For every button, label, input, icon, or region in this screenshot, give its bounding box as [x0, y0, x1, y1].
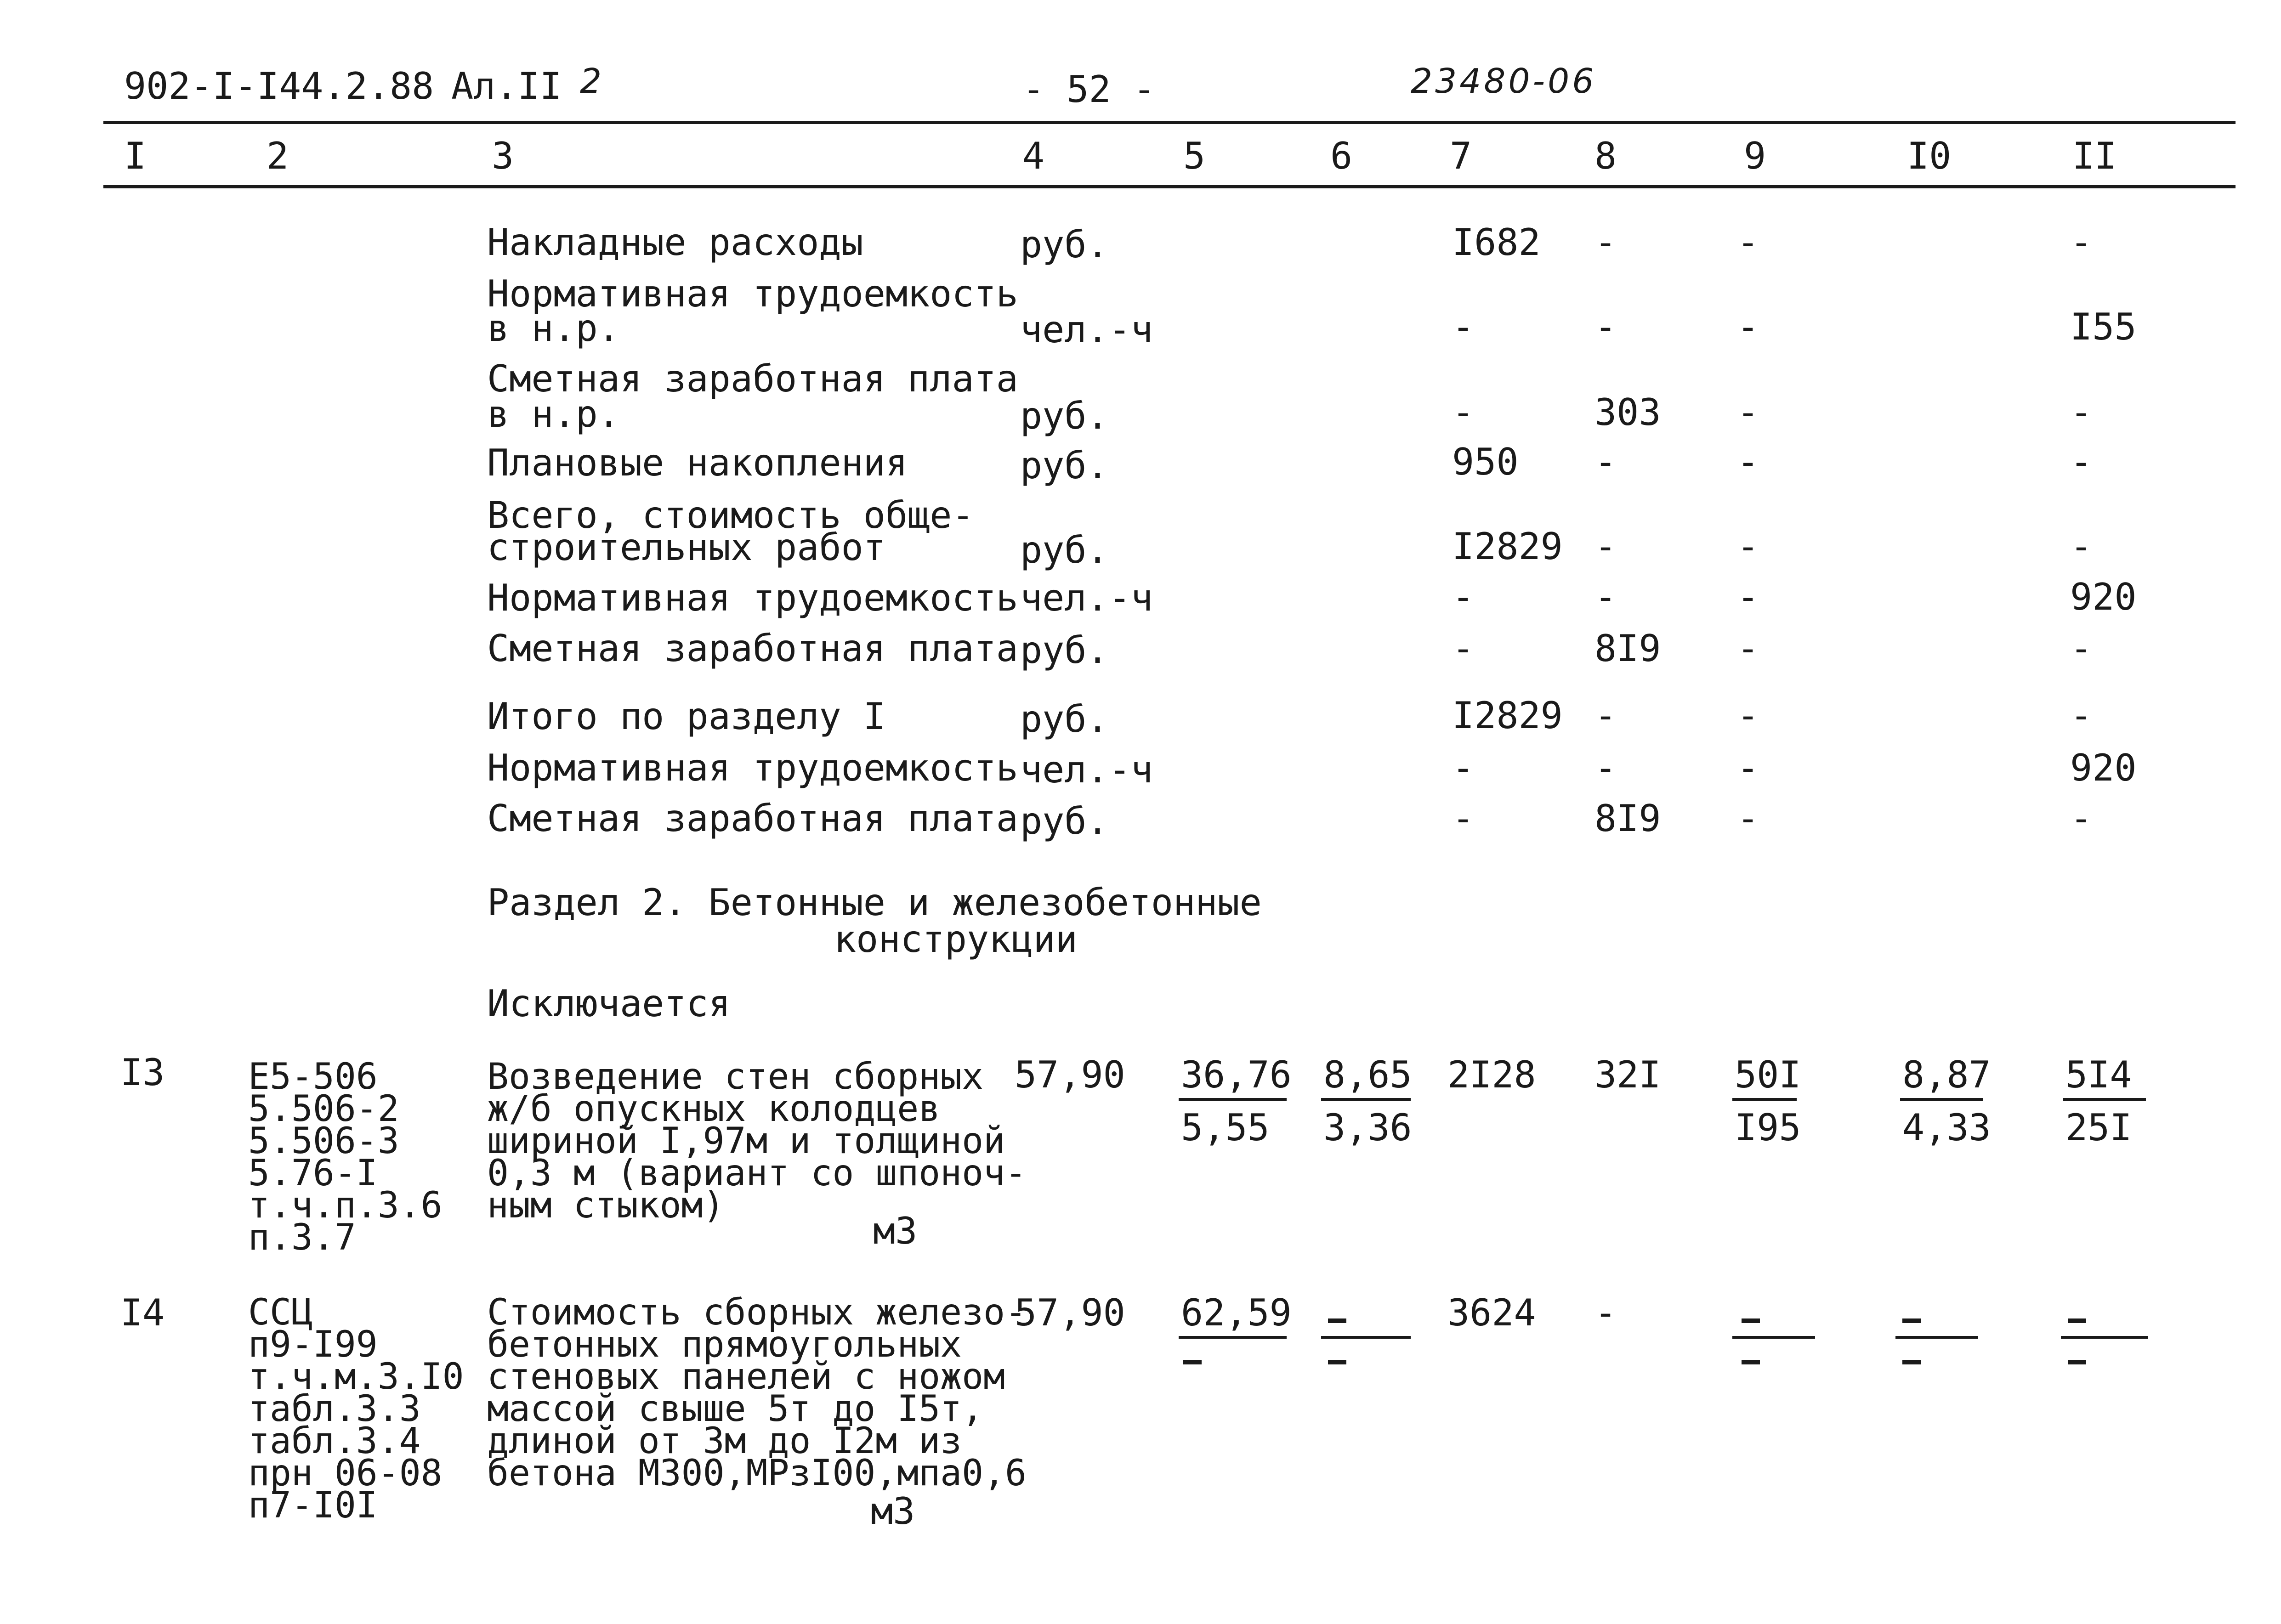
row-unit: чел.-ч	[1020, 748, 1153, 791]
page-number: - 52 -	[1022, 68, 1155, 111]
row-unit: чел.-ч	[1020, 308, 1153, 351]
row-value-col8: -	[1594, 441, 1617, 483]
labor-per-unit: 8,87	[1902, 1053, 1991, 1096]
fraction-line	[1895, 1336, 1978, 1339]
row-value-col9: -	[1737, 306, 1759, 348]
fraction-line	[1321, 1336, 1411, 1339]
column-number: 2	[267, 135, 289, 177]
unit-cost-machines: 8,65	[1323, 1053, 1412, 1096]
row-value-col7: -	[1452, 391, 1475, 434]
row-value-col7: -	[1452, 306, 1475, 348]
row-value-col8: 8I9	[1594, 627, 1661, 670]
quantity: 57,90	[1015, 1053, 1125, 1096]
fraction-line	[1732, 1336, 1815, 1339]
norm-code: п.3.7	[248, 1217, 356, 1258]
work-description-line: бетонных прямоугольных	[487, 1324, 962, 1365]
row-value-col9: -	[1737, 391, 1759, 434]
work-description-line: Возведение стен сборных	[487, 1056, 984, 1098]
row-unit: руб.	[1020, 529, 1109, 572]
row-value-col9: -	[1737, 694, 1759, 737]
row-name: Сметная заработная плата	[487, 627, 1018, 670]
item-number: I3	[120, 1051, 165, 1094]
row-value-col9: -	[1737, 627, 1759, 670]
row-value-col11: -	[2070, 797, 2093, 840]
fraction-line	[1732, 1098, 1797, 1101]
norm-code: Е5-506	[248, 1056, 378, 1098]
row-unit: руб.	[1020, 395, 1109, 437]
unit-cost-total: 62,59	[1181, 1291, 1292, 1334]
inventory-number: 23480-06	[1411, 62, 1597, 101]
measurement-unit: м3	[873, 1210, 918, 1252]
row-unit: руб.	[1020, 698, 1109, 741]
row-name: Сметная заработная плата	[487, 797, 1018, 840]
empty-value-dash	[1328, 1318, 1346, 1323]
row-name: Нормативная трудоемкость	[487, 747, 1018, 789]
row-value-col7: -	[1452, 576, 1475, 618]
norm-code: 5.76-I	[248, 1153, 378, 1194]
row-unit: руб.	[1020, 223, 1109, 266]
row-value-col7: I2829	[1452, 694, 1563, 737]
empty-value-dash	[1742, 1360, 1760, 1364]
fraction-line	[2061, 1336, 2148, 1339]
norm-code: прн 06-08	[248, 1453, 443, 1494]
column-number: II	[2072, 135, 2117, 177]
labor-total: 5I4	[2065, 1053, 2132, 1096]
row-value-col9: -	[1737, 747, 1759, 789]
row-name: Нормативная трудоемкость	[487, 577, 1018, 619]
empty-value-dash	[1902, 1360, 1921, 1364]
header-top-rule	[103, 121, 2236, 124]
row-name-line1: Нормативная трудоемкость	[487, 272, 1018, 315]
row-value-col11: -	[2070, 694, 2093, 737]
row-value-col11: -	[2070, 627, 2093, 670]
row-unit: руб.	[1020, 800, 1109, 843]
row-value-col8: 303	[1594, 391, 1661, 434]
total-machines: 50I	[1735, 1053, 1801, 1096]
empty-value-dash	[1183, 1360, 1202, 1364]
norm-code: 5.506-3	[248, 1120, 399, 1162]
norm-code: 5.506-2	[248, 1088, 399, 1130]
machinist-labor-total: 25I	[2065, 1106, 2132, 1149]
row-name: Плановые накопления	[487, 441, 908, 484]
fraction-line	[2063, 1098, 2146, 1101]
row-name-line2: строительных работ	[487, 526, 885, 569]
sheet-label: Ал.II	[451, 65, 562, 108]
total-machine-wages: I95	[1735, 1106, 1801, 1149]
work-description-line: массой свыше 5т до I5т,	[487, 1388, 984, 1430]
empty-value-dash	[1742, 1318, 1760, 1323]
column-number: 5	[1183, 135, 1206, 177]
row-unit: руб.	[1020, 444, 1109, 487]
row-value-col9: -	[1737, 576, 1759, 618]
column-number: 3	[492, 135, 514, 177]
column-number: 8	[1594, 135, 1617, 177]
row-name-line1: Сметная заработная плата	[487, 357, 1018, 400]
measurement-unit: м3	[871, 1490, 915, 1533]
row-value-col8: -	[1594, 525, 1617, 568]
row-value-col8: -	[1594, 221, 1617, 264]
row-value-col11: 920	[2070, 576, 2137, 618]
empty-value-dash	[2068, 1360, 2086, 1364]
unit-cost-machine-wages: 3,36	[1323, 1106, 1412, 1149]
work-description-line: ж/б опускных колодцев	[487, 1088, 941, 1130]
quantity: 57,90	[1015, 1291, 1125, 1334]
row-value-col11: 920	[2070, 747, 2137, 789]
row-name: Накладные расходы	[487, 221, 863, 264]
empty-value-dash	[2068, 1318, 2086, 1323]
column-number: 7	[1450, 135, 1472, 177]
row-value-col8: 8I9	[1594, 797, 1661, 840]
norm-code: п7-I0I	[248, 1485, 378, 1526]
sheet-handwritten-number: 2	[580, 62, 605, 101]
row-value-col9: -	[1737, 441, 1759, 483]
row-value-col7: I682	[1452, 221, 1541, 264]
row-value-col8: -	[1594, 694, 1617, 737]
row-value-col11: -	[2070, 391, 2093, 434]
row-value-col9: -	[1737, 221, 1759, 264]
row-value-col8: -	[1594, 306, 1617, 348]
row-value-col9: -	[1737, 797, 1759, 840]
work-description-line: 0,3 м (вариант со шпоноч-	[487, 1153, 1027, 1194]
section-heading: Раздел 2. Бетонные и железобетонные	[487, 881, 1262, 924]
row-unit: руб.	[1020, 629, 1109, 672]
norm-code: табл.3.3	[248, 1388, 421, 1430]
unit-cost-wages: 5,55	[1181, 1106, 1270, 1149]
header-bottom-rule	[103, 185, 2236, 188]
column-number: I0	[1907, 135, 1952, 177]
row-value-col8: -	[1594, 576, 1617, 618]
norm-code: ССЦ	[248, 1292, 313, 1333]
machinist-labor-per-unit: 4,33	[1902, 1106, 1991, 1149]
excluded-note: Исключается	[487, 982, 731, 1025]
total-cost: 3624	[1447, 1291, 1536, 1334]
work-description-line: бетона М300,МРзI00,мпа0,6	[487, 1453, 1027, 1494]
total-wages: -	[1594, 1291, 1617, 1334]
row-value-col9: -	[1737, 525, 1759, 568]
row-value-col8: -	[1594, 747, 1617, 789]
norm-code: т.ч.м.3.I0	[248, 1356, 464, 1398]
row-value-col11: I55	[2070, 306, 2137, 348]
norm-code: п9-I99	[248, 1324, 378, 1365]
row-name-line1: Всего, стоимость обще-	[487, 494, 974, 537]
fraction-line	[1321, 1098, 1411, 1101]
row-value-col11: -	[2070, 525, 2093, 568]
row-value-col7: -	[1452, 747, 1475, 789]
item-number: I4	[120, 1291, 165, 1334]
work-description-line: стеновых панелей с ножом	[487, 1356, 1005, 1398]
row-value-col7: -	[1452, 627, 1475, 670]
row-value-col7: 950	[1452, 441, 1519, 483]
total-cost: 2I28	[1447, 1053, 1536, 1096]
column-number: I	[124, 135, 147, 177]
work-description-line: ным стыком)	[487, 1185, 725, 1226]
total-wages: 32I	[1594, 1053, 1661, 1096]
row-value-col11: -	[2070, 441, 2093, 483]
row-unit: чел.-ч	[1020, 577, 1153, 619]
empty-value-dash	[1902, 1318, 1921, 1323]
work-description-line: Стоимость сборных железо-	[487, 1292, 1027, 1333]
unit-cost-total: 36,76	[1181, 1053, 1292, 1096]
fraction-line	[1179, 1098, 1287, 1101]
row-name-line2: в н.р.	[487, 393, 620, 436]
document-code: 902-I-I44.2.88	[124, 65, 434, 108]
row-value-col7: I2829	[1452, 525, 1563, 568]
column-number: 9	[1744, 135, 1766, 177]
fraction-line	[1900, 1098, 1983, 1101]
fraction-line	[1179, 1336, 1287, 1339]
section-heading-continuation: конструкции	[834, 918, 1078, 961]
row-value-col11: -	[2070, 221, 2093, 264]
work-description-line: шириной I,97м и толщиной	[487, 1120, 1005, 1162]
row-value-col7: -	[1452, 797, 1475, 840]
column-number: 6	[1330, 135, 1353, 177]
empty-value-dash	[1328, 1360, 1346, 1364]
row-name: Итого по разделу I	[487, 695, 885, 738]
column-number: 4	[1022, 135, 1045, 177]
norm-code: т.ч.п.3.6	[248, 1185, 443, 1226]
row-name-line2: в н.р.	[487, 307, 620, 350]
work-description-line: длиной от 3м до I2м из	[487, 1420, 962, 1462]
norm-code: табл.3.4	[248, 1420, 421, 1462]
